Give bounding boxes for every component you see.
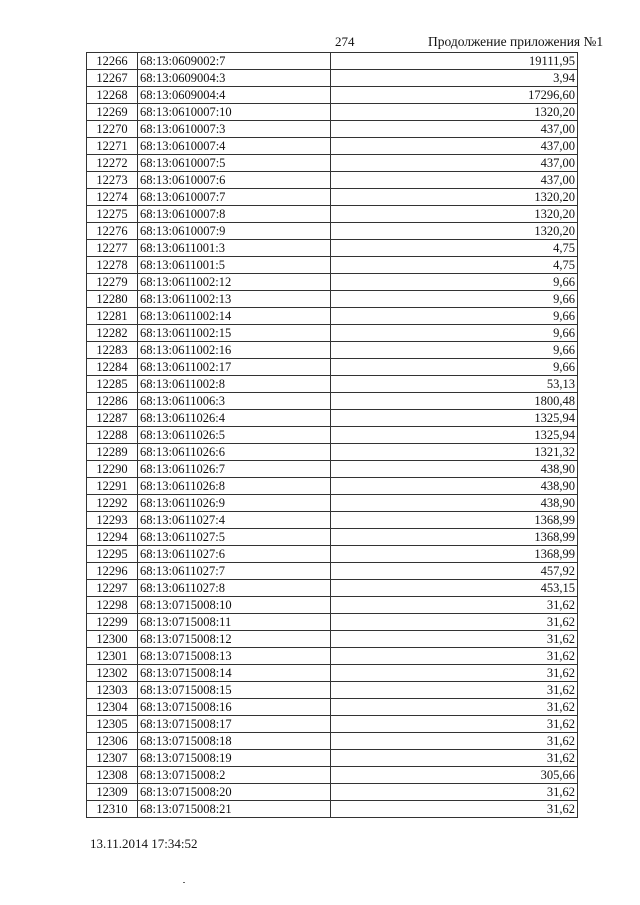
cadastral-value-cell: 31,62 — [331, 682, 578, 699]
row-number-cell: 12273 — [87, 172, 138, 189]
table-row — [87, 784, 578, 801]
cadastral-number-cell: 68:13:0611027:6 — [138, 546, 331, 563]
page-number: 274 — [335, 34, 355, 49]
cadastral-value-cell: 31,62 — [331, 784, 578, 801]
cadastral-number-cell: 68:13:0715008:12 — [138, 631, 331, 648]
cadastral-number-cell: 68:13:0611026:6 — [138, 444, 331, 461]
row-number-cell: 12307 — [87, 750, 138, 767]
cadastral-value-cell: 31,62 — [331, 699, 578, 716]
row-number-cell: 12306 — [87, 733, 138, 750]
row-number-cell: 12287 — [87, 410, 138, 427]
cadastral-value-cell: 31,62 — [331, 733, 578, 750]
cadastral-number-cell: 68:13:0611001:3 — [138, 240, 331, 257]
row-number-cell: 12279 — [87, 274, 138, 291]
cadastral-number-cell: 68:13:0715008:11 — [138, 614, 331, 631]
row-number-cell: 12298 — [87, 597, 138, 614]
cadastral-value-cell: 1325,94 — [331, 427, 578, 444]
table-row — [87, 563, 578, 580]
row-number-cell: 12270 — [87, 121, 138, 138]
row-number-cell: 12271 — [87, 138, 138, 155]
cadastral-value-cell: 438,90 — [331, 495, 578, 512]
cadastral-number-cell: 68:13:0611026:4 — [138, 410, 331, 427]
cadastral-number-cell: 68:13:0715008:19 — [138, 750, 331, 767]
cadastral-number-cell: 68:13:0610007:4 — [138, 138, 331, 155]
table-row — [87, 580, 578, 597]
cadastral-value-cell: 19111,95 — [331, 53, 578, 70]
cadastral-value-cell: 4,75 — [331, 257, 578, 274]
table-row — [87, 648, 578, 665]
row-number-cell: 12303 — [87, 682, 138, 699]
cadastral-number-cell: 68:13:0611026:7 — [138, 461, 331, 478]
row-number-cell: 12272 — [87, 155, 138, 172]
table-row — [87, 716, 578, 733]
table-row — [87, 359, 578, 376]
row-number-cell: 12302 — [87, 665, 138, 682]
cadastral-number-cell: 68:13:0715008:17 — [138, 716, 331, 733]
row-number-cell: 12284 — [87, 359, 138, 376]
row-number-cell: 12282 — [87, 325, 138, 342]
table-row — [87, 512, 578, 529]
row-number-cell: 12286 — [87, 393, 138, 410]
cadastral-number-cell: 68:13:0611002:8 — [138, 376, 331, 393]
cadastral-value-cell: 31,62 — [331, 648, 578, 665]
row-number-cell: 12289 — [87, 444, 138, 461]
table-row — [87, 597, 578, 614]
cadastral-number-cell: 68:13:0610007:9 — [138, 223, 331, 240]
table-row — [87, 70, 578, 87]
row-number-cell: 12269 — [87, 104, 138, 121]
row-number-cell: 12278 — [87, 257, 138, 274]
cadastral-number-cell: 68:13:0611027:7 — [138, 563, 331, 580]
row-number-cell: 12294 — [87, 529, 138, 546]
cadastral-number-cell: 68:13:0609004:4 — [138, 87, 331, 104]
cadastral-number-cell: 68:13:0611002:16 — [138, 342, 331, 359]
scan-speck — [183, 882, 185, 883]
cadastral-number-cell: 68:13:0715008:18 — [138, 733, 331, 750]
table-row — [87, 699, 578, 716]
cadastral-value-cell: 9,66 — [331, 325, 578, 342]
row-number-cell: 12277 — [87, 240, 138, 257]
table-row — [87, 495, 578, 512]
cadastral-value-cell: 3,94 — [331, 70, 578, 87]
cadastral-number-cell: 68:13:0715008:13 — [138, 648, 331, 665]
table-row — [87, 257, 578, 274]
table-row — [87, 733, 578, 750]
cadastral-number-cell: 68:13:0609004:3 — [138, 70, 331, 87]
cadastral-value-cell: 1320,20 — [331, 189, 578, 206]
cadastral-value-cell: 9,66 — [331, 274, 578, 291]
cadastral-value-cell: 31,62 — [331, 665, 578, 682]
cadastral-value-cell: 438,90 — [331, 478, 578, 495]
cadastral-value-cell: 17296,60 — [331, 87, 578, 104]
cadastral-value-cell: 31,62 — [331, 716, 578, 733]
cadastral-number-cell: 68:13:0611006:3 — [138, 393, 331, 410]
row-number-cell: 12267 — [87, 70, 138, 87]
cadastral-value-cell: 31,62 — [331, 614, 578, 631]
cadastral-value-cell: 1800,48 — [331, 393, 578, 410]
table-row — [87, 206, 578, 223]
cadastral-value-cell: 1320,20 — [331, 104, 578, 121]
cadastral-value-table — [86, 52, 578, 818]
cadastral-number-cell: 68:13:0715008:15 — [138, 682, 331, 699]
row-number-cell: 12275 — [87, 206, 138, 223]
row-number-cell: 12296 — [87, 563, 138, 580]
cadastral-value-cell: 31,62 — [331, 801, 578, 818]
table-row — [87, 478, 578, 495]
row-number-cell: 12300 — [87, 631, 138, 648]
table-row — [87, 546, 578, 563]
table-row — [87, 393, 578, 410]
cadastral-value-cell: 1368,99 — [331, 512, 578, 529]
cadastral-number-cell: 68:13:0611001:5 — [138, 257, 331, 274]
cadastral-number-cell: 68:13:0611026:8 — [138, 478, 331, 495]
cadastral-value-cell: 4,75 — [331, 240, 578, 257]
cadastral-value-cell: 31,62 — [331, 750, 578, 767]
cadastral-number-cell: 68:13:0610007:8 — [138, 206, 331, 223]
cadastral-value-cell: 31,62 — [331, 631, 578, 648]
cadastral-value-cell: 438,90 — [331, 461, 578, 478]
table-row — [87, 376, 578, 393]
table-row — [87, 665, 578, 682]
cadastral-value-cell: 1368,99 — [331, 529, 578, 546]
table-row — [87, 87, 578, 104]
row-number-cell: 12301 — [87, 648, 138, 665]
cadastral-number-cell: 68:13:0609002:7 — [138, 53, 331, 70]
cadastral-number-cell: 68:13:0611002:12 — [138, 274, 331, 291]
table-row — [87, 308, 578, 325]
row-number-cell: 12283 — [87, 342, 138, 359]
row-number-cell: 12308 — [87, 767, 138, 784]
row-number-cell: 12310 — [87, 801, 138, 818]
table-row — [87, 410, 578, 427]
table-row — [87, 189, 578, 206]
print-timestamp: 13.11.2014 17:34:52 — [90, 836, 198, 851]
cadastral-number-cell: 68:13:0611026:5 — [138, 427, 331, 444]
cadastral-number-cell: 68:13:0611002:17 — [138, 359, 331, 376]
row-number-cell: 12295 — [87, 546, 138, 563]
cadastral-value-cell: 1368,99 — [331, 546, 578, 563]
table-row — [87, 631, 578, 648]
cadastral-value-cell: 457,92 — [331, 563, 578, 580]
cadastral-number-cell: 68:13:0611026:9 — [138, 495, 331, 512]
table-row — [87, 682, 578, 699]
table-row — [87, 138, 578, 155]
table-row — [87, 427, 578, 444]
cadastral-number-cell: 68:13:0715008:21 — [138, 801, 331, 818]
cadastral-value-cell: 437,00 — [331, 172, 578, 189]
cadastral-value-cell: 31,62 — [331, 597, 578, 614]
cadastral-value-cell: 437,00 — [331, 138, 578, 155]
table-row — [87, 750, 578, 767]
row-number-cell: 12276 — [87, 223, 138, 240]
cadastral-number-cell: 68:13:0610007:5 — [138, 155, 331, 172]
appendix-title: Продолжение приложения №1 — [428, 34, 604, 49]
cadastral-number-cell: 68:13:0611027:4 — [138, 512, 331, 529]
cadastral-number-cell: 68:13:0715008:16 — [138, 699, 331, 716]
row-number-cell: 12288 — [87, 427, 138, 444]
cadastral-value-cell: 1320,20 — [331, 223, 578, 240]
cadastral-number-cell: 68:13:0611002:15 — [138, 325, 331, 342]
table-row — [87, 767, 578, 784]
table-row — [87, 240, 578, 257]
cadastral-value-cell: 1321,32 — [331, 444, 578, 461]
cadastral-value-cell: 305,66 — [331, 767, 578, 784]
cadastral-number-cell: 68:13:0610007:6 — [138, 172, 331, 189]
cadastral-value-cell: 9,66 — [331, 359, 578, 376]
table-row — [87, 325, 578, 342]
table-row — [87, 529, 578, 546]
table-row — [87, 104, 578, 121]
row-number-cell: 12266 — [87, 53, 138, 70]
row-number-cell: 12285 — [87, 376, 138, 393]
table-row — [87, 53, 578, 70]
table-row — [87, 614, 578, 631]
table-row — [87, 342, 578, 359]
row-number-cell: 12297 — [87, 580, 138, 597]
row-number-cell: 12268 — [87, 87, 138, 104]
table-row — [87, 444, 578, 461]
cadastral-value-cell: 9,66 — [331, 342, 578, 359]
row-number-cell: 12291 — [87, 478, 138, 495]
table-row — [87, 291, 578, 308]
cadastral-number-cell: 68:13:0610007:7 — [138, 189, 331, 206]
cadastral-number-cell: 68:13:0610007:3 — [138, 121, 331, 138]
table-row — [87, 801, 578, 818]
cadastral-number-cell: 68:13:0610007:10 — [138, 104, 331, 121]
row-number-cell: 12290 — [87, 461, 138, 478]
cadastral-number-cell: 68:13:0715008:14 — [138, 665, 331, 682]
table-row — [87, 223, 578, 240]
row-number-cell: 12293 — [87, 512, 138, 529]
table-row — [87, 274, 578, 291]
cadastral-value-cell: 453,15 — [331, 580, 578, 597]
row-number-cell: 12309 — [87, 784, 138, 801]
cadastral-value-cell: 9,66 — [331, 308, 578, 325]
row-number-cell: 12274 — [87, 189, 138, 206]
row-number-cell: 12280 — [87, 291, 138, 308]
row-number-cell: 12292 — [87, 495, 138, 512]
cadastral-value-cell: 1325,94 — [331, 410, 578, 427]
table-row — [87, 461, 578, 478]
cadastral-number-cell: 68:13:0611002:13 — [138, 291, 331, 308]
cadastral-value-cell: 1320,20 — [331, 206, 578, 223]
cadastral-value-cell: 437,00 — [331, 155, 578, 172]
cadastral-number-cell: 68:13:0611027:5 — [138, 529, 331, 546]
cadastral-number-cell: 68:13:0611002:14 — [138, 308, 331, 325]
cadastral-number-cell: 68:13:0715008:10 — [138, 597, 331, 614]
table-row — [87, 121, 578, 138]
cadastral-value-cell: 53,13 — [331, 376, 578, 393]
row-number-cell: 12281 — [87, 308, 138, 325]
table-row — [87, 155, 578, 172]
row-number-cell: 12299 — [87, 614, 138, 631]
cadastral-number-cell: 68:13:0611027:8 — [138, 580, 331, 597]
cadastral-value-cell: 9,66 — [331, 291, 578, 308]
cadastral-number-cell: 68:13:0715008:20 — [138, 784, 331, 801]
row-number-cell: 12305 — [87, 716, 138, 733]
row-number-cell: 12304 — [87, 699, 138, 716]
cadastral-value-cell: 437,00 — [331, 121, 578, 138]
table-row — [87, 172, 578, 189]
cadastral-number-cell: 68:13:0715008:2 — [138, 767, 331, 784]
